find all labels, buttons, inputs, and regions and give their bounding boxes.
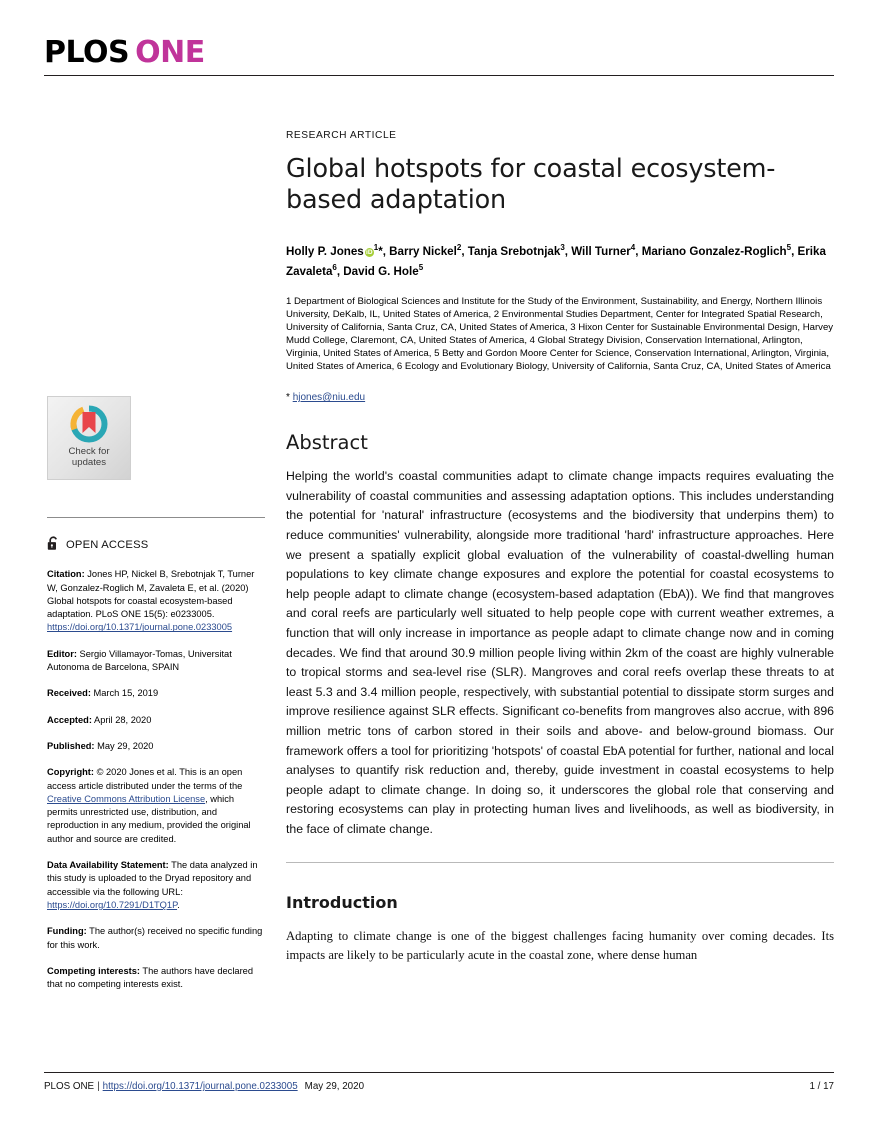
article-type-label: RESEARCH ARTICLE — [286, 130, 397, 141]
published-block — [47, 740, 265, 753]
dryad-doi-link[interactable]: https://doi.org/10.7291/D1TQ1P — [47, 899, 178, 910]
data-availability-text: The data analyzed in this study is uploaded to the Dryad repository and accessible via the following URL: — [47, 860, 258, 897]
article-main-column — [286, 130, 834, 965]
funding-label: Funding: — [47, 926, 87, 937]
received-block — [47, 687, 265, 700]
crossmark-line-1: Check for — [68, 446, 110, 457]
editor-label: Editor: — [47, 648, 77, 659]
corresponding-author — [286, 391, 834, 405]
footer-date: May 29, 2020 — [304, 1081, 365, 1092]
plos-one-logo[interactable] — [44, 36, 834, 70]
copyright-block — [47, 766, 265, 846]
copyright-text-end: , which permits unrestricted use, distribution, and reproduction in any medium, provided the original author and source are credited. — [47, 793, 251, 844]
abstract-section — [286, 431, 834, 839]
data-availability-label: Data Availability Statement: — [47, 860, 169, 871]
author-line-1-rest: $^1$*, Barry Nickel$^2$, Tanja Srebotnjak$^3$, Will Turner$^4$, Mariano Gonzalez-Roglich$^5$, Erika Zavaleta$^6$, David G. Hole$^5$ — [286, 243, 826, 279]
competing-interests-label: Competing interests: — [47, 965, 140, 976]
article-metadata-sidebar — [47, 396, 265, 991]
orcid-icon[interactable]: iD — [366, 248, 373, 256]
footer-left — [44, 1081, 364, 1092]
open-lock-icon — [47, 536, 60, 555]
data-availability-period: . — [177, 899, 180, 910]
masthead — [44, 36, 834, 76]
affiliations: 1 Department of Biological Sciences and Institute for the Study of the Environment, Sustainability, and Energy, Northern Illinois University, DeKalb, IL, United States of America, 2 Environmental Studies Department, Center for Integrated Spatial Research, University of California, Santa Cruz, CA, United States of America, 3 Hixon Center for Sustainable Environmental Design, Harvey Mudd College, Claremont, CA, United States of America, 4 Global Strategy Division, Conservation International, Arlington, Virginia, United States of America, 5 Betty and Gordon Moore Center for Science, Conservation International, Arlington, Virginia, United States of America, 6 Ecology and Evolutionary Biology, University of California, Santa Cruz, CA, United States of America — [286, 295, 834, 373]
page-footer — [44, 1072, 834, 1092]
crossmark-line-2: updates — [71, 457, 107, 468]
footer-divider — [44, 1072, 834, 1073]
footer-doi-link[interactable]: https://doi.org/10.1371/journal.pone.0233005 — [102, 1081, 298, 1092]
footer-separator: | — [97, 1081, 100, 1092]
open-access-row[interactable] — [47, 536, 265, 555]
published-date: May 29, 2020 — [94, 740, 154, 751]
corresponding-marker: * — [286, 392, 290, 404]
corresponding-email-link[interactable]: hjones@niu.edu — [292, 392, 366, 404]
competing-interests-block — [47, 965, 265, 992]
citation-doi-link[interactable]: https://doi.org/10.1371/journal.pone.0233005 — [47, 622, 233, 633]
sidebar-divider — [47, 517, 265, 518]
page-title: Global hotspots for coastal ecosystem-based adaptation — [286, 154, 776, 215]
masthead-divider — [44, 75, 834, 76]
crossmark-badge[interactable] — [47, 396, 131, 480]
crossmark-icon — [69, 404, 109, 444]
editor-block — [47, 648, 265, 675]
received-label: Received: — [47, 688, 91, 699]
abstract-body: Helping the world's coastal communities adapt to climate change impacts requires evaluating the vulnerability of coastal communities and assessing adaptation options. This includes understanding the potential for 'natural' infrastructure (ecosystems and the biodiversity that underpins them) to reduce communities' vulnerability, alongside more traditional 'hard' infrastructure approaches. Here we present a spatially explicit global evaluation of the vulnerability of coastal-dwelling human populations to key climate change exposures and explore the potential for coastal ecosystems to help people adapt to climate change (ecosystem-based adaptation (EbA)). We find that mangroves and coral reefs are particularly well situated to help people cope with current weather extremes, a function that will only increase in importance as people adapt to climate change now and in coming decades. We find that around 30.9 million people living within 2km of the coast are highly vulnerable to tropical storms and sea-level rise (SLR). Mangroves and coral reefs overlap these threats to at least 5.3 and 3.4 million people, respectively, with substantial potential to dissipate storm surges and improve resilience against SLR effects. Significant co-benefits from mangroves also accrue, with 896 million metric tons of carbon stored in their soils and above- and below-ground biomass. Our framework offers a tool for prioritizing 'hotspots' of coastal EbA potential for further, national and local analyses to quantify risk reduction and, thereby, guide investment in coastal ecosystems to help people adapt to climate change. In doing so, it underscores the global role that conserving and restoring ecosystems can play in protecting human lives and livelihoods, as well as biodiversity, in the face of climate change. — [286, 469, 834, 836]
citation-text: Jones HP, Nickel B, Srebotnjak T, Turner W, Gonzalez-Roglich M, Zavaleta E, et al. (2020) Global hotspots for coastal ecosystem-based adaptation. PLoS ONE 15(5): e0233005. — [47, 569, 255, 620]
copyright-label: Copyright: — [47, 767, 94, 778]
author-list — [286, 240, 834, 281]
citation-label: Citation: — [47, 569, 85, 580]
accepted-label: Accepted: — [47, 714, 92, 725]
accepted-block — [47, 714, 265, 727]
logo-plos-text: PLOS — [44, 35, 130, 70]
copyright-text-start: © 2020 Jones et al. This is an open access article distributed under the terms of the — [47, 767, 243, 791]
crossmark-label — [68, 446, 109, 468]
funding-text: The author(s) received no specific funding for this work. — [47, 926, 263, 950]
introduction-heading: Introduction — [286, 892, 398, 912]
abstract-divider — [286, 862, 834, 863]
citation-block — [47, 568, 265, 634]
introduction-section — [286, 891, 834, 966]
author-first-name: Holly P. Jones — [286, 244, 364, 258]
footer-journal-name: PLOS ONE — [44, 1081, 95, 1092]
data-availability-block — [47, 859, 265, 912]
accepted-date: April 28, 2020 — [91, 714, 152, 725]
received-date: March 15, 2019 — [90, 688, 159, 699]
logo-one-text: ONE — [135, 35, 205, 70]
funding-block — [47, 925, 265, 952]
introduction-body: Adapting to climate change is one of the biggest challenges facing humanity over coming decades. Its impacts are likely to be particularly acute in the coastal zone, where dense human — [286, 928, 834, 962]
creative-commons-license-link[interactable]: Creative Commons Attribution License — [47, 793, 206, 804]
abstract-heading: Abstract — [286, 431, 368, 455]
page-number: 1 / 17 — [809, 1081, 834, 1092]
editor-text: Sergio Villamayor-Tomas, Universitat Autonoma de Barcelona, SPAIN — [47, 648, 232, 673]
open-access-label: OPEN ACCESS — [66, 539, 149, 551]
published-label: Published: — [47, 740, 95, 751]
competing-interests-text: The authors have declared that no competing interests exist. — [47, 965, 253, 990]
